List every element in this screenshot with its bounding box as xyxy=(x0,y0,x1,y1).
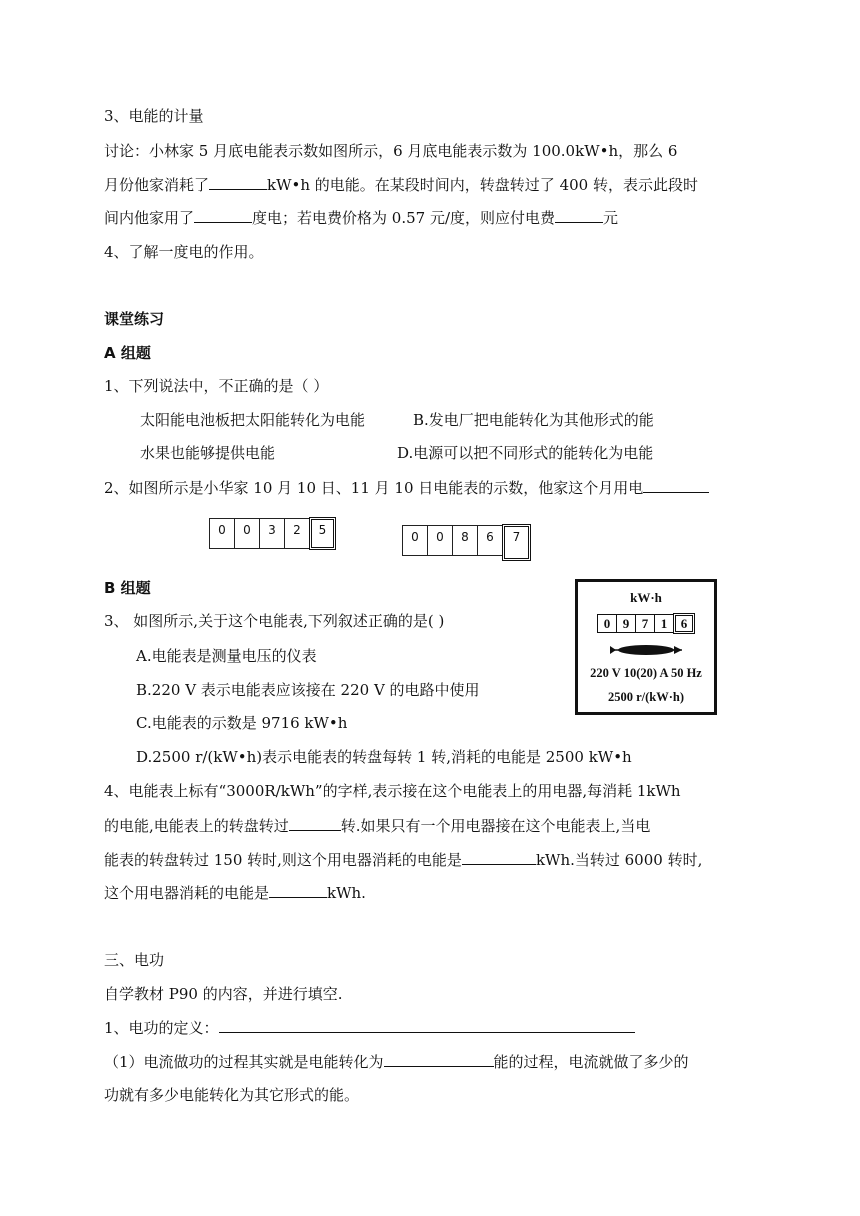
text: kWh.当转过 6000 转时, xyxy=(535,851,703,869)
digit: 8 xyxy=(452,525,477,556)
digit: 2 xyxy=(284,518,309,549)
digit: 0 xyxy=(597,614,616,633)
question-3-option-c: C.电能表的示数是 9716 kW•h xyxy=(136,714,348,732)
text: 2、如图所示是小华家 10 月 10 日、11 月 10 日电能表的示数，他家这个月用电 xyxy=(104,479,644,497)
answer-blank[interactable] xyxy=(269,883,327,898)
part-intro: 自学教材 P90 的内容，并进行填空. xyxy=(104,985,343,1003)
text: 的电能,电能表上的转盘转过 xyxy=(104,817,289,835)
digit: 0 xyxy=(209,518,234,549)
text: 能的过程，电流就做了多少的 xyxy=(493,1053,689,1071)
digit: 1 xyxy=(654,614,673,633)
digit: 6 xyxy=(477,525,502,556)
discussion-line-3 xyxy=(104,208,618,228)
text: 元 xyxy=(603,209,619,227)
digit-decimal: 6 xyxy=(673,613,695,634)
question-4-line-3 xyxy=(104,850,702,870)
paragraph-line-1 xyxy=(104,1052,689,1072)
section-heading: 4、了解一度电的作用。 xyxy=(104,243,264,261)
digit: 7 xyxy=(635,614,654,633)
section-heading: 3、电能的计量 xyxy=(104,107,204,125)
question-1-option-a: 太阳能电池板把太阳能转化为电能 xyxy=(140,411,366,429)
digit: 0 xyxy=(402,525,427,556)
digit-decimal: 7 xyxy=(502,524,531,561)
meter-reading-october xyxy=(209,518,336,551)
answer-blank[interactable] xyxy=(219,1018,635,1033)
text: 度电；若电费价格为 0.57 元/度，则应付电费 xyxy=(252,209,556,227)
discussion-line-1: 讨论：小林家 5 月底电能表示数如图所示，6 月底电能表示数为 100.0kW•h，那么 6 xyxy=(104,142,678,160)
digit: 3 xyxy=(259,518,284,549)
question-3-option-a: A.电能表是测量电压的仪表 xyxy=(136,647,317,665)
group-b-title: B 组题 xyxy=(104,579,151,597)
group-a-title: A 组题 xyxy=(104,344,151,362)
digit: 0 xyxy=(234,518,259,549)
text: 这个用电器消耗的电能是 xyxy=(104,884,270,902)
meter-digits xyxy=(597,614,695,635)
answer-blank[interactable] xyxy=(555,208,603,223)
definition-line xyxy=(104,1018,635,1038)
electric-meter-figure xyxy=(575,579,717,715)
text: 间内他家用了 xyxy=(104,209,195,227)
question-1-stem: 1、下列说法中，不正确的是（ ） xyxy=(104,377,329,395)
discussion-line-2 xyxy=(104,175,698,195)
paragraph-line-2: 功就有多少电能转化为其它形式的能。 xyxy=(104,1086,360,1104)
text: 转.如果只有一个用电器接在这个电能表上,当电 xyxy=(340,817,651,835)
practice-title: 课堂练习 xyxy=(104,310,165,328)
meter-spec-revolutions: 2500 r/(kW·h) xyxy=(607,690,685,704)
question-1-option-b: B.发电厂把电能转化为其他形式的能 xyxy=(413,411,654,429)
text: kW•h 的电能。在某段时间内，转盘转过了 400 转，表示此段时 xyxy=(267,176,698,194)
question-4-line-4 xyxy=(104,883,366,903)
question-4-line-1: 4、电能表上标有“3000R/kWh”的字样,表示接在这个电能表上的用电器,每消耗 1kWh xyxy=(104,782,681,800)
rotating-disc-icon xyxy=(608,640,684,660)
question-3-option-b: B.220 V 表示电能表应该接在 220 V 的电路中使用 xyxy=(136,681,480,699)
digit: 0 xyxy=(427,525,452,556)
answer-blank[interactable] xyxy=(289,816,341,831)
text: kWh. xyxy=(327,884,366,902)
digit: 9 xyxy=(616,614,635,633)
answer-blank[interactable] xyxy=(643,478,709,493)
question-1-option-d: D.电源可以把不同形式的能转化为电能 xyxy=(397,444,654,462)
answer-blank[interactable] xyxy=(462,850,536,865)
question-1-option-c: 水果也能够提供电能 xyxy=(140,444,276,462)
question-3-option-d: D.2500 r/(kW•h)表示电能表的转盘每转 1 转,消耗的电能是 2500 kW•h xyxy=(136,748,632,766)
answer-blank[interactable] xyxy=(384,1052,494,1067)
part-heading: 三、电功 xyxy=(104,951,165,969)
question-2-stem xyxy=(104,478,709,498)
meter-spec-rating: 220 V 10(20) A 50 Hz xyxy=(590,666,702,680)
answer-blank[interactable] xyxy=(209,175,267,190)
text: 能表的转盘转过 150 转时,则这个用电器消耗的电能是 xyxy=(104,851,462,869)
text: （1）电流做功的过程其实就是电能转化为 xyxy=(104,1053,384,1071)
digit-decimal: 5 xyxy=(309,517,336,550)
question-3-stem: 3、 如图所示,关于这个电能表,下列叙述正确的是( ) xyxy=(104,612,445,630)
text: 月份他家消耗了 xyxy=(104,176,210,194)
meter-unit-label: kW·h xyxy=(630,590,662,605)
answer-blank[interactable] xyxy=(194,208,252,223)
text: 1、电功的定义： xyxy=(104,1019,219,1037)
meter-reading-november xyxy=(402,525,531,558)
question-4-line-2 xyxy=(104,816,650,836)
